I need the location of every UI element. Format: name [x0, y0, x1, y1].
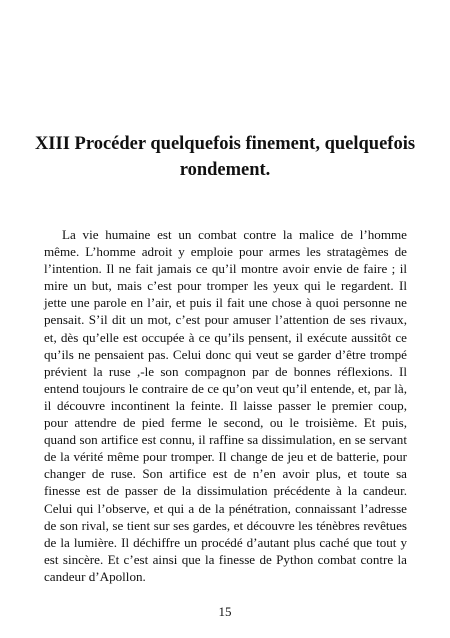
body-paragraph: La vie humaine est un combat contre la malice de l’homme même. L’homme adroit y emploie pour armes les stratagèmes de l’intention. Il ne fait jamais ce qu’il montre avoir envie de faire ; il mire un but, mais c’est pour tromper les yeux qui le regardent. Il jette une parole en l’air, et puis il fait une chose à quoi personne ne pensait. S’il dit un mot, c’est pour amuser l’attention de ses rivaux, et, dès qu’elle est occupée à ce qu’ils pensent, il exécute aussitôt ce qu’ils ne pensaient pas. Celui donc qui veut se garder d’être trompé prévient la ruse ,-le son compagnon par de bonnes réflexions. Il entend toujours le contraire de ce qu’on veut qu’il entende, et, par là, il découvre incontinent la feinte. Il laisse passer le premier coup, pour attendre de pied ferme le second, ou le troisième. Et puis, quand son artifice est connu, il raffine sa dissimulation, en se servant de la vérité même pour tromper. Il change de jeu et de batterie, pour changer de ruse. Son artifice est de n’en avoir plus, et toute sa finesse est de passer de la dissimulation précédente à la candeur. Celui qui l’observe, et qui a de la pénétration, connaissant l’adresse de son rival, se tient sur ses gardes, et découvre les ténèbres revêtues de la lumière. Il déchiffre un procédé d’autant plus caché que tout y est sincère. Et c’est ainsi que la finesse de Python combat contre la candeur d’Apollon. — [44, 227, 407, 584]
page-number: 15 — [218, 604, 232, 619]
chapter-title: XIII Procéder quelquefois finement, quelquefois rondement. — [34, 134, 416, 180]
